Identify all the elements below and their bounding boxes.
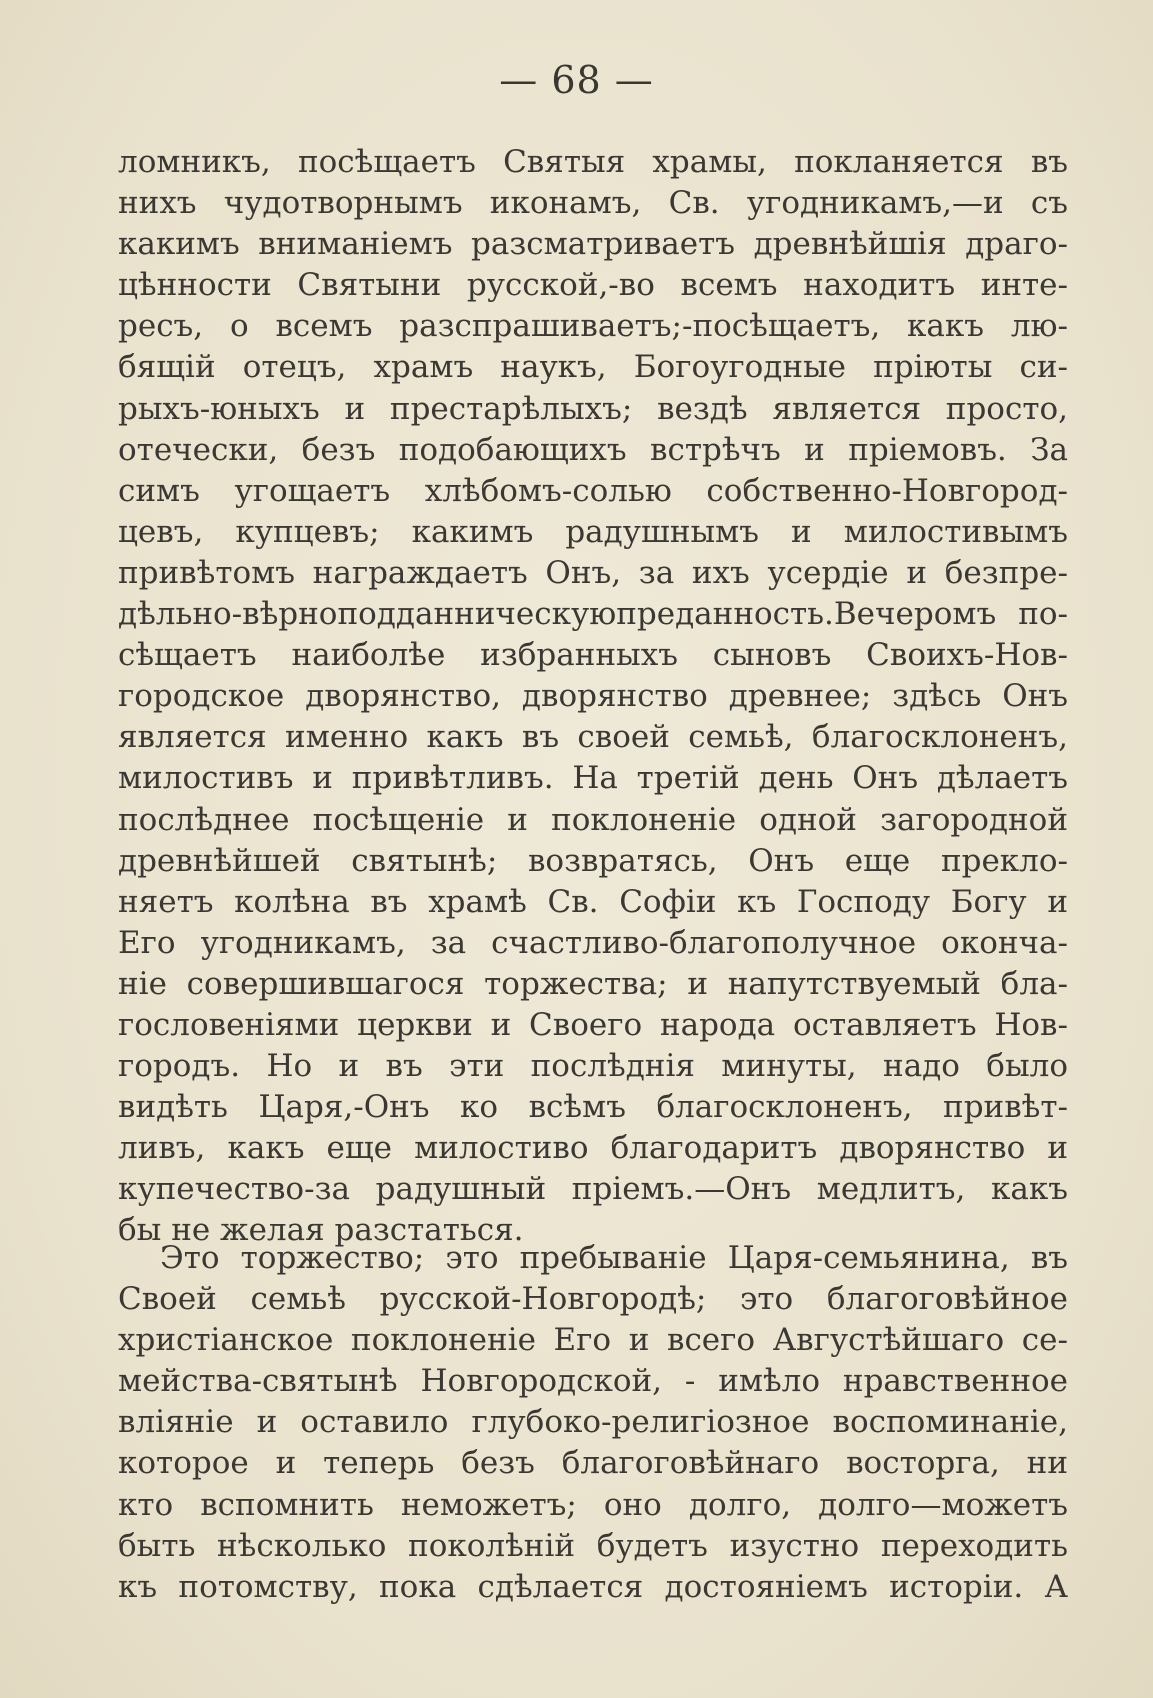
text-line: быть нѣсколько поколѣній будетъ изустно переходить (118, 1527, 1068, 1564)
paragraph-1 (118, 142, 1068, 1252)
text-line: отечески, безъ подобающихъ встрѣчъ и пріемовъ. За (118, 431, 1068, 468)
text-line: городское дворянство, дворянство древнее; здѣсь Онъ (118, 678, 1068, 715)
text-line: привѣтомъ награждаетъ Онъ, за ихъ усердіе и безпре- (118, 554, 1068, 591)
text-line: рыхъ-юныхъ и престарѣлыхъ; вездѣ является просто, (118, 390, 1068, 427)
text-line: которое и теперь безъ благоговѣйнаго восторга, ни (118, 1445, 1068, 1482)
text-line: какимъ вниманіемъ разсматриваетъ древнѣйшія драго- (118, 226, 1068, 263)
text-line: нихъ чудотворнымъ иконамъ, Св. угодникамъ,—и съ (118, 185, 1068, 222)
text-line: видѣть Царя,-Онъ ко всѣмъ благосклоненъ, привѣт- (118, 1089, 1068, 1126)
text-line: является именно какъ въ своей семьѣ, благосклоненъ, (118, 719, 1068, 756)
text-line: городъ. Но и въ эти послѣднія минуты, надо было (118, 1048, 1068, 1085)
text-line: дѣльно-вѣрноподданническуюпреданность.Вечеромъ по- (118, 596, 1068, 633)
text-line: Своей семьѣ русской-Новгородѣ; это благоговѣйное (118, 1281, 1068, 1318)
text-line: ломникъ, посѣщаетъ Святыя храмы, покланяется въ (118, 144, 1068, 180)
text-line: христіанское поклоненіе Его и всего Августѣйшаго се- (118, 1322, 1068, 1359)
text-line: вліяніе и оставило глубоко-религіозное воспоминаніе, (118, 1404, 1068, 1441)
text-line: ніе совершившагося торжества; и напутствуемый бла- (118, 965, 1068, 1002)
text-line: ресъ, о всемъ разспрашиваетъ;-посѣщаетъ, какъ лю- (118, 308, 1068, 345)
text-line: мейства-святынѣ Новгородской, - имѣло нравственное (118, 1363, 1068, 1400)
page-number: — 68 — (499, 58, 654, 102)
text-line: послѣднее посѣщеніе и поклоненіе одной загородной (118, 801, 1068, 838)
paragraph-2 (118, 1238, 1068, 1608)
text-line: ливъ, какъ еще милостиво благодаритъ дворянство и (118, 1130, 1068, 1167)
text-line: гословеніями церкви и Своего народа оставляетъ Нов- (118, 1006, 1068, 1043)
text-line: милостивъ и привѣтливъ. На третій день Онъ дѣлаетъ (118, 760, 1068, 797)
text-line: Это торжество; это пребываніе Царя-семьянина, въ (160, 1240, 1068, 1276)
text-line: няетъ колѣна въ храмѣ Св. Софіи къ Господу Богу и (118, 883, 1068, 920)
text-line: симъ угощаетъ хлѣбомъ-солью собственно-Новгород- (118, 472, 1068, 509)
text-line: цевъ, купцевъ; какимъ радушнымъ и милостивымъ (118, 513, 1068, 550)
text-line: сѣщаетъ наиболѣе избранныхъ сыновъ Своихъ-Нов- (118, 637, 1068, 674)
text-line: купечество-за радушный пріемъ.—Онъ медлитъ, какъ (118, 1171, 1068, 1208)
text-line: бящій отецъ, храмъ наукъ, Богоугодные пріюты си- (118, 349, 1068, 386)
text-line: цѣнности Святыни русской,-во всемъ находитъ инте- (118, 267, 1068, 304)
text-line: кто вспомнить неможетъ; оно долго, долго—можетъ (118, 1486, 1068, 1523)
text-line: бы не желая разстаться. (118, 1212, 524, 1249)
text-line: древнѣйшей святынѣ; возвратясь, Онъ еще прекло- (118, 842, 1068, 879)
text-line: къ потомству, пока сдѣлается достояніемъ исторіи. А (118, 1568, 1068, 1605)
text-line: Его угодникамъ, за счастливо-благополучное оконча- (118, 924, 1068, 961)
